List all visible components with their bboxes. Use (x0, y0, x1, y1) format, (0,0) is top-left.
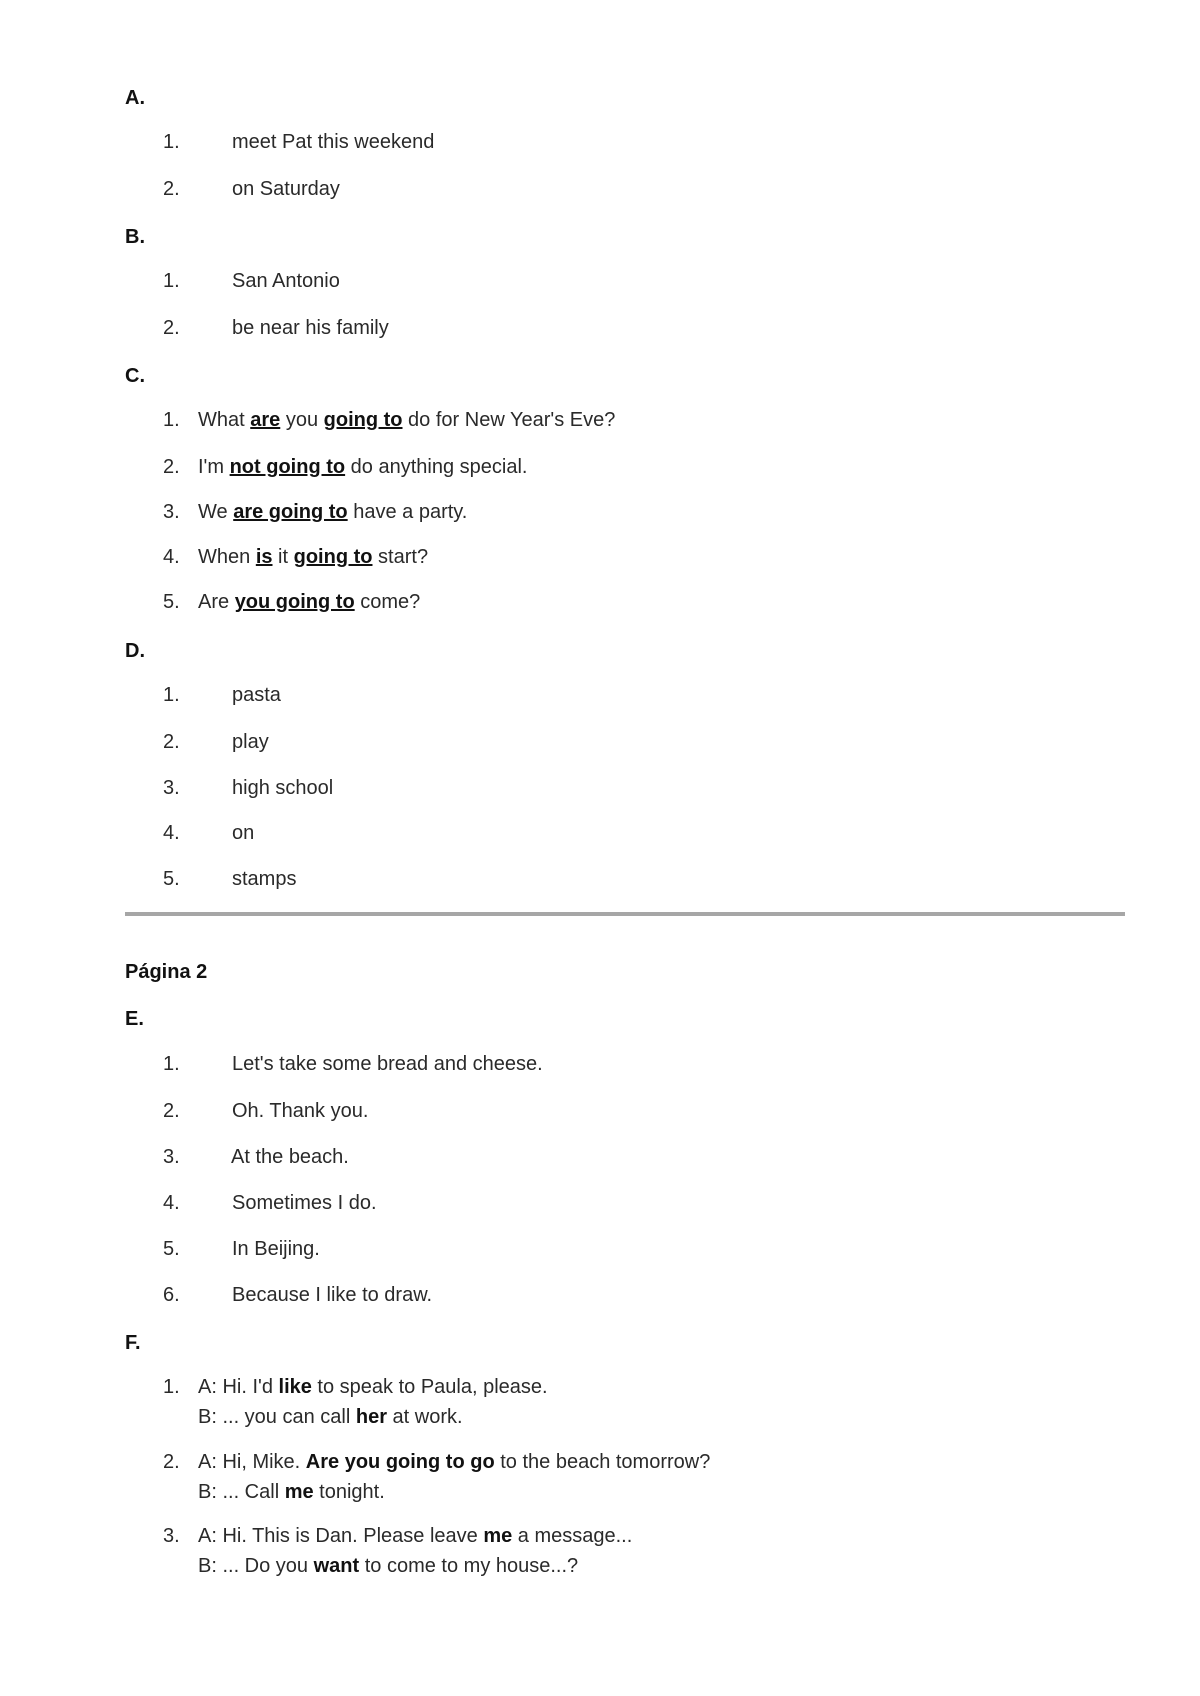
section-f-item-1-number: 1. (163, 1376, 180, 1398)
plain-text: at work. (386, 1406, 463, 1428)
section-f-item-2-line-b (198, 1481, 385, 1504)
section-d-item-3-text: high school (232, 777, 334, 799)
answer-text: Are you going to go (305, 1451, 495, 1473)
plain-text: you (280, 409, 324, 431)
plain-text: When (198, 546, 256, 568)
plain-text: to the beach tomorrow? (494, 1451, 711, 1473)
section-c-item-2-number: 2. (163, 456, 180, 478)
section-e-item-4-number: 4. (163, 1192, 180, 1214)
section-f-heading: F. (125, 1332, 141, 1354)
answer-text: are (250, 409, 281, 431)
section-d-item-1-number: 1. (163, 684, 180, 706)
section-f-item-3-number: 3. (163, 1525, 180, 1547)
answer-text: want (313, 1555, 360, 1577)
section-b-item-2-text: be near his family (232, 317, 389, 339)
section-c-item-4-text (198, 546, 428, 569)
plain-text: B: ... Call (198, 1481, 285, 1503)
plain-text: come? (354, 591, 421, 613)
plain-text: tonight. (313, 1481, 385, 1503)
answer-text: not going to (229, 456, 346, 478)
section-c-heading: C. (125, 365, 145, 387)
section-a-item-2-text: on Saturday (232, 178, 340, 200)
section-c-item-5-number: 5. (163, 591, 180, 613)
page-divider (125, 912, 1125, 916)
section-e-item-2-text: Oh. Thank you. (232, 1100, 369, 1122)
answer-text: going to (323, 409, 403, 431)
section-e-heading: E. (125, 1008, 144, 1030)
section-d-item-2-number: 2. (163, 731, 180, 753)
section-e-item-5-number: 5. (163, 1238, 180, 1260)
plain-text: I'm (198, 456, 230, 478)
answer-text: you going to (234, 591, 355, 613)
plain-text: to speak to Paula, please. (311, 1376, 548, 1398)
section-f-item-2-number: 2. (163, 1451, 180, 1473)
section-e-item-1-text: Let's take some bread and cheese. (232, 1053, 543, 1075)
section-c-item-1-text (198, 409, 615, 432)
answer-text: is (255, 546, 273, 568)
section-d-item-5-text: stamps (232, 868, 297, 890)
page-2-heading: Página 2 (125, 961, 208, 983)
plain-text: a message... (512, 1525, 633, 1547)
section-c-item-3-text (198, 501, 467, 524)
section-c-item-4-number: 4. (163, 546, 180, 568)
plain-text: start? (372, 546, 429, 568)
answer-text: her (355, 1406, 387, 1428)
section-a-item-2-number: 2. (163, 178, 180, 200)
section-e-item-4-text: Sometimes I do. (232, 1192, 377, 1214)
section-e-item-3-text: At the beach. (231, 1146, 349, 1168)
section-e-item-3-number: 3. (163, 1146, 180, 1168)
section-a-item-1-text: meet Pat this weekend (232, 131, 435, 153)
section-b-item-1-number: 1. (163, 270, 180, 292)
section-d-item-5-number: 5. (163, 868, 180, 890)
section-f-item-1-line-b (198, 1406, 463, 1429)
plain-text: do anything special. (345, 456, 528, 478)
plain-text: We (198, 501, 234, 523)
section-d-heading: D. (125, 640, 145, 662)
plain-text: do for New Year's Eve? (402, 409, 616, 431)
plain-text: Are (198, 591, 235, 613)
section-d-item-4-number: 4. (163, 822, 180, 844)
answer-text: are going to (233, 501, 348, 523)
plain-text: A: Hi. I'd (198, 1376, 279, 1398)
section-e-item-6-text: Because I like to draw. (232, 1284, 433, 1306)
section-f-item-2-line-a (198, 1451, 710, 1474)
answer-text: me (483, 1525, 513, 1547)
section-e-item-1-number: 1. (163, 1053, 180, 1075)
section-d-item-2-text: play (232, 731, 269, 753)
plain-text: What (198, 409, 251, 431)
section-e-item-6-number: 6. (163, 1284, 180, 1306)
section-f-item-1-line-a (198, 1376, 548, 1399)
section-d-item-3-number: 3. (163, 777, 180, 799)
answer-text: like (278, 1376, 312, 1398)
plain-text: A: Hi, Mike. (198, 1451, 306, 1473)
section-f-item-3-line-b (198, 1555, 578, 1578)
section-e-item-5-text: In Beijing. (232, 1238, 320, 1260)
section-f-item-3-line-a (198, 1525, 632, 1548)
section-d-item-4-text: on (232, 822, 255, 844)
section-a-heading: A. (125, 87, 145, 109)
section-b-item-2-number: 2. (163, 317, 180, 339)
plain-text: to come to my house...? (359, 1555, 579, 1577)
section-e-item-2-number: 2. (163, 1100, 180, 1122)
answer-text: going to (293, 546, 373, 568)
section-c-item-1-number: 1. (163, 409, 180, 431)
plain-text: B: ... Do you (198, 1555, 314, 1577)
section-b-heading: B. (125, 226, 145, 248)
section-c-item-3-number: 3. (163, 501, 180, 523)
section-a-item-1-number: 1. (163, 131, 180, 153)
answer-text: me (284, 1481, 314, 1503)
section-c-item-5-text (198, 591, 420, 614)
section-d-item-1-text: pasta (232, 684, 281, 706)
plain-text: it (272, 546, 294, 568)
plain-text: have a party. (347, 501, 468, 523)
section-b-item-1-text: San Antonio (232, 270, 340, 292)
section-c-item-2-text (198, 456, 527, 479)
plain-text: B: ... you can call (198, 1406, 356, 1428)
plain-text: A: Hi. This is Dan. Please leave (198, 1525, 484, 1547)
